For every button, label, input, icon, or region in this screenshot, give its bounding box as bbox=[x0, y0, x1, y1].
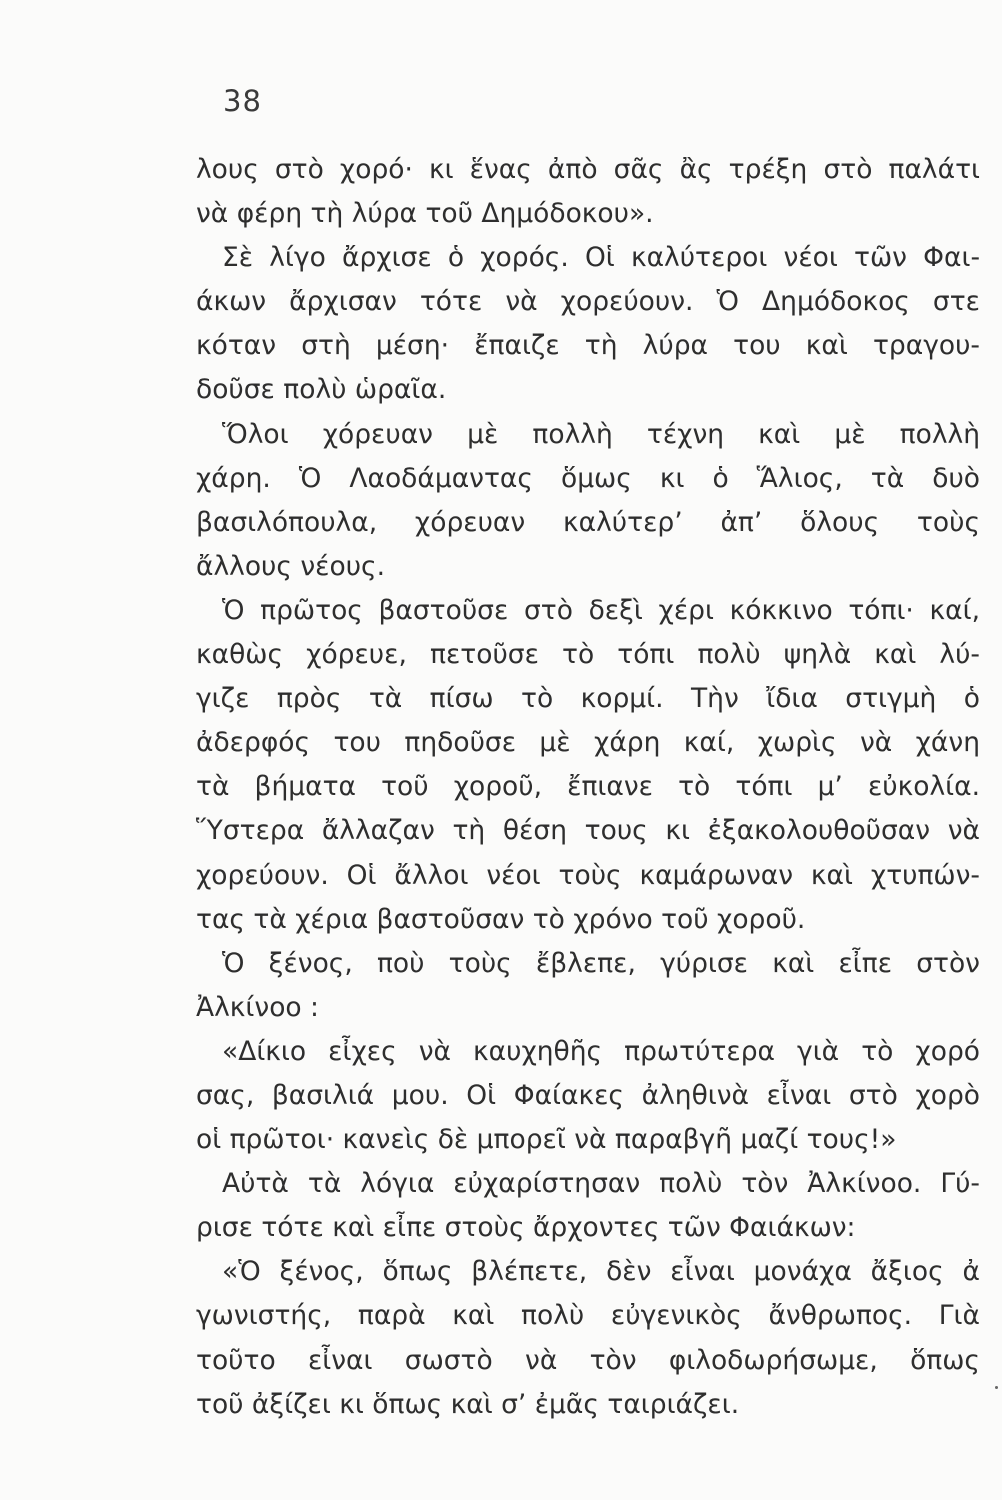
text-line: λους στὸ χορό· κι ἕνας ἀπὸ σᾶς ἂς τρέξη στὸ παλάτι bbox=[196, 154, 980, 185]
text-line: δοῦσε πολὺ ὡραῖα. bbox=[196, 374, 447, 406]
text-line: Ἀλκίνοο : bbox=[196, 991, 319, 1023]
text-line: Σὲ λίγο ἄρχισε ὁ χορός. Οἱ καλύτεροι νέοι τῶν Φαι- bbox=[222, 242, 980, 274]
body-text bbox=[196, 148, 980, 1427]
text-line: τοῦ ἀξίζει κι ὅπως καὶ σ’ ἐμᾶς ταιριάζει. bbox=[196, 1388, 740, 1420]
text-line: Ὅλοι χόρευαν μὲ πολλὴ τέχνη καὶ μὲ πολλὴ bbox=[222, 418, 980, 450]
text-line: Ὁ πρῶτος βαστοῦσε στὸ δεξὶ χέρι κόκκινο τόπι· καί, bbox=[222, 594, 980, 626]
text-line: γωνιστής, παρὰ καὶ πολὺ εὐγενικὸς ἄνθρωπος. Γιὰ bbox=[196, 1300, 980, 1332]
page-number: 38 bbox=[223, 84, 262, 118]
text-line: «Δίκιο εἶχες νὰ καυχηθῆς πρωτύτερα γιὰ τὸ χορό bbox=[222, 1035, 980, 1067]
text-line: βασιλόπουλα, χόρευαν καλύτερ’ ἀπ’ ὅλους τοὺς bbox=[196, 506, 980, 538]
text-line: τὰ βήματα τοῦ χοροῦ, ἔπιανε τὸ τόπι μ’ εὐκολία. bbox=[196, 771, 980, 803]
text-line: «Ὁ ξένος, ὅπως βλέπετε, δὲν εἶναι μονάχα ἄξιος ἀ bbox=[222, 1256, 980, 1288]
text-line: χορεύουν. Οἱ ἄλλοι νέοι τοὺς καμάρωναν καὶ χτυπών- bbox=[196, 859, 980, 891]
text-line: οἱ πρῶτοι· κανεὶς δὲ μπορεῖ νὰ παραβγῆ μαζί τους!» bbox=[196, 1124, 897, 1156]
text-line: Αὐτὰ τὰ λόγια εὐχαρίστησαν πολὺ τὸν Ἀλκίνοο. Γύ- bbox=[222, 1168, 980, 1200]
text-line: ἀδερφός του πηδοῦσε μὲ χάρη καί, χωρὶς νὰ χάνη bbox=[196, 727, 980, 759]
text-line: τας τὰ χέρια βαστοῦσαν τὸ χρόνο τοῦ χοροῦ. bbox=[196, 903, 806, 935]
scan-speck bbox=[995, 1386, 998, 1389]
text-line: ρισε τότε καὶ εἶπε στοὺς ἄρχοντες τῶν Φαιάκων: bbox=[196, 1212, 856, 1244]
text-line: νὰ φέρη τὴ λύρα τοῦ Δημόδοκου». bbox=[196, 198, 654, 230]
text-line: γιζε πρὸς τὰ πίσω τὸ κορμί. Τὴν ἴδια στιγμὴ ὁ bbox=[196, 683, 980, 715]
text-line: κόταν στὴ μέση· ἔπαιζε τὴ λύρα του καὶ τραγου- bbox=[196, 330, 980, 362]
text-line: καθὼς χόρευε, πετοῦσε τὸ τόπι πολὺ ψηλὰ καὶ λύ- bbox=[196, 639, 980, 671]
text-line: Ὁ ξένος, ποὺ τοὺς ἔβλεπε, γύρισε καὶ εἶπε στὸν bbox=[222, 947, 980, 979]
text-line: Ὕστερα ἄλλαζαν τὴ θέση τους κι ἐξακολουθοῦσαν νὰ bbox=[196, 815, 980, 847]
text-line: χάρη. Ὁ Λαοδάμαντας ὅμως κι ὁ Ἅλιος, τὰ δυὸ bbox=[196, 462, 980, 494]
text-line: σας, βασιλιά μου. Οἱ Φαίακες ἀληθινὰ εἶναι στὸ χορὸ bbox=[196, 1079, 980, 1111]
text-line: τοῦτο εἶναι σωστὸ νὰ τὸν φιλοδωρήσωμε, ὅπως bbox=[196, 1344, 980, 1376]
text-line: άκων ἄρχισαν τότε νὰ χορεύουν. Ὁ Δημόδοκος στε bbox=[196, 286, 980, 318]
text-line: ἄλλους νέους. bbox=[196, 550, 386, 582]
